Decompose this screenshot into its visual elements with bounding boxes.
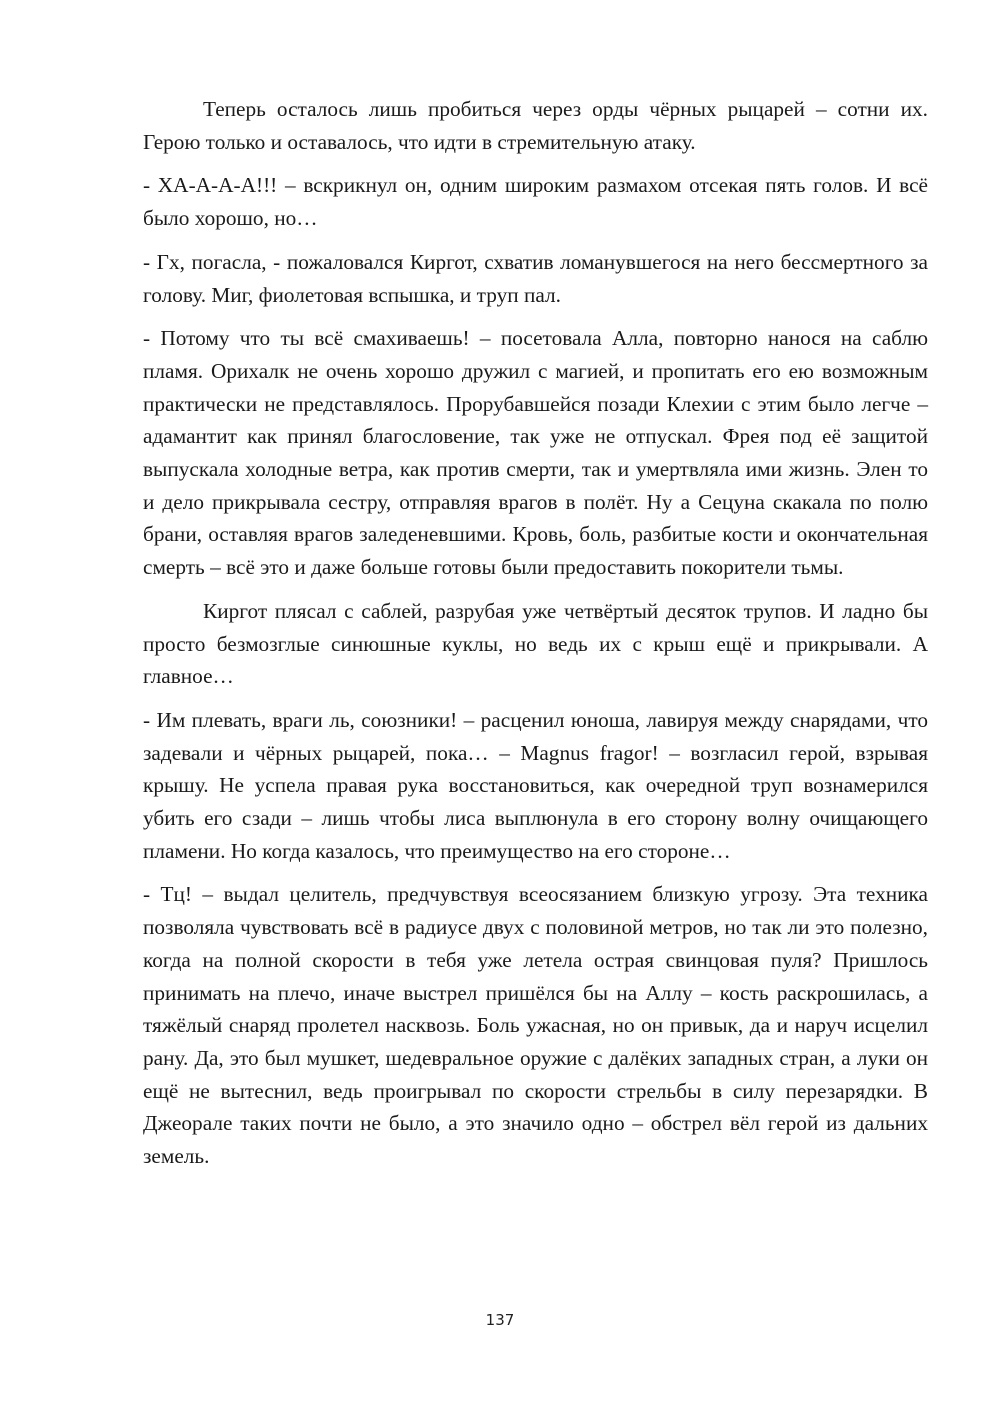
page-number: 137 <box>485 1311 515 1329</box>
paragraph: - Потому что ты всё смахиваешь! – посетовала Алла, повторно нанося на саблю пламя. Орихалк не очень хорошо дружил с магией, и пропитать его ею возможным практически не представлялось. Прорубавшейся позади Клехии с этим было легче – адамантит как принял благословение, так уже не отпускал. Фрея под её защитой выпускала холодные ветра, как против смерти, так и умертвляла ими жизнь. Элен то и дело прикрывала сестру, отправляя врагов в полёт. Ну а Сецуна скакала по полю брани, оставляя врагов заледеневшими. Кровь, боль, разбитые кости и окончательная смерть – всё это и даже больше готовы были предоставить покорители тьмы. <box>143 326 928 580</box>
page-body <box>143 93 928 1184</box>
paragraph: - Им плевать, враги ль, союзники! – расценил юноша, лавируя между снарядами, что задевали и чёрных рыцарей, пока… – Magnus fragor! – возгласил герой, взрывая крышу. Не успела правая рука восстановиться, как очередной труп вознамерился убить его сзади – лишь чтобы лиса выплюнула в его сторону волну очищающего пламени. Но когда казалось, что преимущество на его стороне… <box>143 707 928 863</box>
paragraph: - Тц! – выдал целитель, предчувствуя всеосязанием близкую угрозу. Эта техника позволяла чувствовать всё в радиусе двух с половиной метров, но так ли это полезно, когда на полной скорости в тебя уже летела острая свинцовая пуля? Пришлось принимать на плечо, иначе выстрел пришёлся бы на Аллу – кость раскрошилась, а тяжёлый снаряд пролетел насквозь. Боль ужасная, но он привык, да и наруч исцелил рану. Да, это был мушкет, шедевральное оружие с далёких западных стран, а луки он ещё не вытеснил, ведь проигрывал по скорости стрельбы в силу перезарядки. В Джеорале таких почти не было, а это значило одно – обстрел вёл герой из дальних земель. <box>143 882 928 1169</box>
paragraph: - Гх, погасла, - пожаловался Киргот, схватив ломанувшегося на него бессмертного за голову. Миг, фиолетовая вспышка, и труп пал. <box>143 249 928 307</box>
paragraph: Киргот плясал с саблей, разрубая уже четвёртый десяток трупов. И ладно бы просто безмозглые синюшные куклы, но ведь их с крыш ещё и прикрывали. А главное… <box>143 598 928 689</box>
paragraph: - ХА-А-А-А!!! – вскрикнул он, одним широким размахом отсекая пять голов. И всё было хорошо, но… <box>143 173 928 231</box>
paragraph: Теперь осталось лишь пробиться через орды чёрных рыцарей – сотни их. Герою только и оставалось, что идти в стремительную атаку. <box>143 97 928 154</box>
